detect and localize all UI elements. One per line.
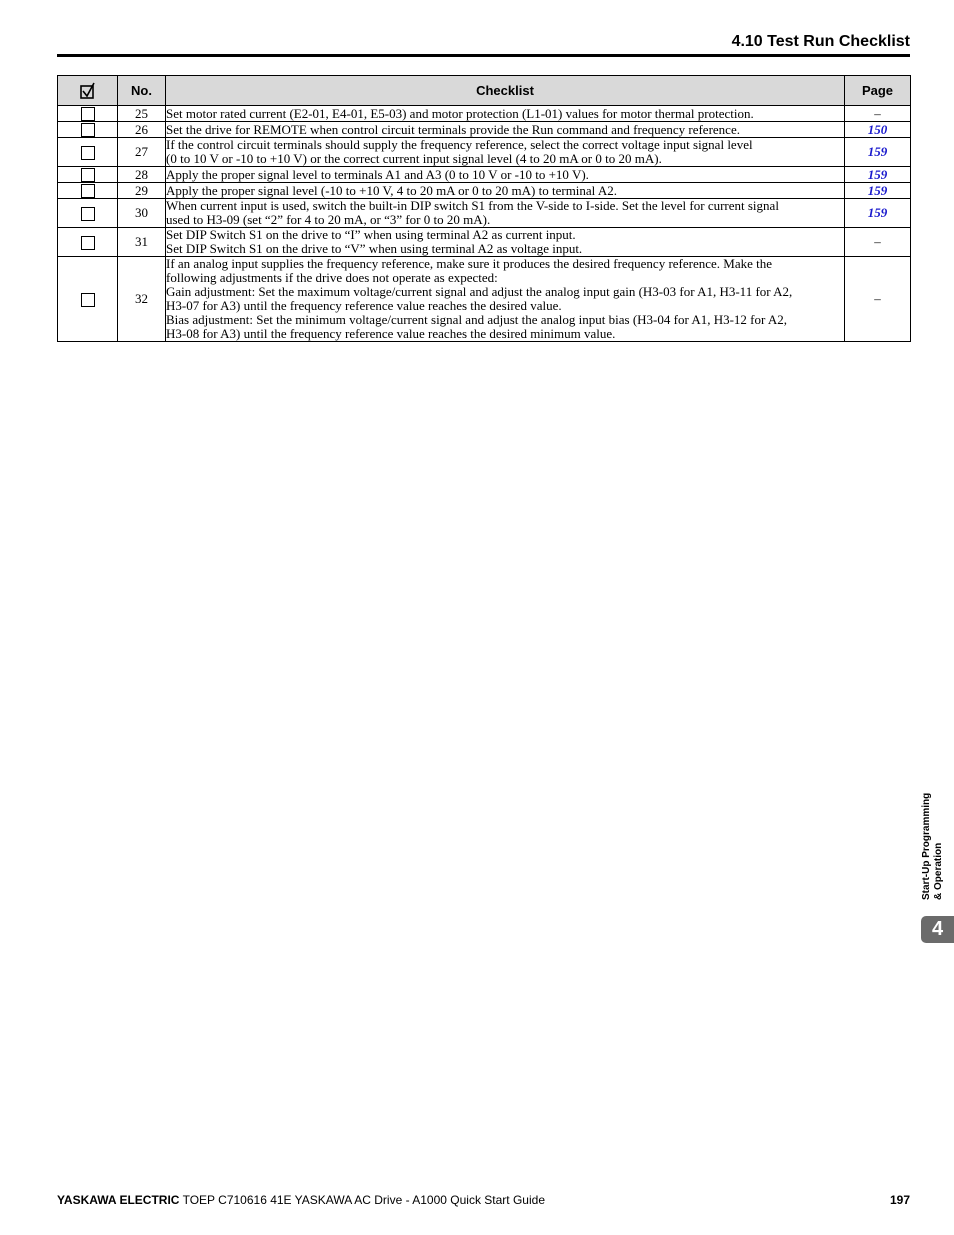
footer-brand: YASKAWA ELECTRIC <box>57 1193 180 1207</box>
checklist-text-line: Set the drive for REMOTE when control circuit terminals provide the Run command and frequency reference. <box>166 121 740 137</box>
checklist-text-line: Set motor rated current (E2-01, E4-01, E5-03) and motor protection (L1-01) values for motor thermal protection. <box>166 105 754 121</box>
page-cell <box>845 138 911 167</box>
checkbox-cell <box>58 183 118 199</box>
table-header-row <box>58 76 911 106</box>
checkbox-icon[interactable] <box>81 293 95 307</box>
chapter-side-label-line1: Start-Up Programming <box>921 792 932 900</box>
table-row <box>58 183 911 199</box>
row-number: 29 <box>118 183 166 199</box>
section-title: 4.10 Test Run Checklist <box>731 33 910 50</box>
page-column-header: Page <box>845 76 911 106</box>
table-row <box>58 228 911 257</box>
checklist-text-line: Apply the proper signal level to terminals A1 and A3 (0 to 10 V or -10 to +10 V). <box>166 166 589 182</box>
row-number: 27 <box>118 138 166 167</box>
checklist-text <box>166 167 845 183</box>
checkbox-icon[interactable] <box>81 207 95 221</box>
checkbox-icon[interactable] <box>81 236 95 250</box>
page-cell <box>845 106 911 122</box>
checklist-text-line: (0 to 10 V or -10 to +10 V) or the correct current input signal level (4 to 20 mA or 0 to 20 mA). <box>166 151 662 167</box>
checklist-text <box>166 122 845 138</box>
page-link[interactable]: 159 <box>867 182 888 198</box>
checkbox-cell <box>58 199 118 228</box>
page-link[interactable]: 159 <box>867 205 888 221</box>
checkbox-icon[interactable] <box>81 123 95 137</box>
checkbox-cell <box>58 228 118 257</box>
checklist-text <box>166 257 845 342</box>
footer-document-info <box>57 1193 545 1207</box>
test-run-checklist-table <box>57 75 911 342</box>
page-cell <box>845 257 911 342</box>
checklist-text-line: H3-07 for A3) until the frequency reference value reaches the desired value. <box>166 298 562 314</box>
checklist-text-line: used to H3-09 (set “2” for 4 to 20 mA, or “3” for 0 to 20 mA). <box>166 212 491 228</box>
checklist-text-line: Set DIP Switch S1 on the drive to “I” when using terminal A2 as current input. <box>166 227 576 243</box>
checklist-text <box>166 199 845 228</box>
row-number: 30 <box>118 199 166 228</box>
checklist-text-line: H3-08 for A3) until the frequency reference value reaches the desired minimum value. <box>166 326 616 342</box>
checkbox-cell <box>58 167 118 183</box>
page-link[interactable]: 150 <box>867 121 888 137</box>
checklist-text-line: When current input is used, switch the built-in DIP switch S1 from the V-side to I-side. Set the level for current signal <box>166 198 779 214</box>
checked-box-icon <box>79 82 97 100</box>
table-row <box>58 257 911 342</box>
checklist-text <box>166 138 845 167</box>
checklist-text-line: Gain adjustment: Set the maximum voltage/current signal and adjust the analog input gain (H3-03 for A1, H3-11 for A2, <box>166 284 793 300</box>
page-cell <box>845 122 911 138</box>
page-none: – <box>874 105 881 121</box>
table-row <box>58 138 911 167</box>
page-none: – <box>874 291 881 307</box>
page-cell <box>845 228 911 257</box>
check-column-header <box>58 76 118 106</box>
row-number: 28 <box>118 167 166 183</box>
checklist-text-line: following adjustments if the drive does not operate as expected: <box>166 270 498 286</box>
checkbox-icon[interactable] <box>81 184 95 198</box>
checklist-text <box>166 106 845 122</box>
row-number: 31 <box>118 228 166 257</box>
checkbox-icon[interactable] <box>81 146 95 160</box>
no-column-header: No. <box>118 76 166 106</box>
checklist-text-line: Apply the proper signal level (-10 to +10 V, 4 to 20 mA or 0 to 20 mA) to terminal A2. <box>166 182 617 198</box>
footer-page-number: 197 <box>889 1193 910 1207</box>
chapter-side-label-line2: & Operation <box>933 842 944 900</box>
row-number: 25 <box>118 106 166 122</box>
checklist-text <box>166 228 845 257</box>
row-number: 26 <box>118 122 166 138</box>
checkbox-cell <box>58 138 118 167</box>
table-row <box>58 167 911 183</box>
table-row <box>58 106 911 122</box>
table-row <box>58 199 911 228</box>
checklist-text <box>166 183 845 199</box>
checkbox-icon[interactable] <box>81 107 95 121</box>
checkbox-cell <box>58 257 118 342</box>
header-rule <box>57 54 910 57</box>
page-cell <box>845 183 911 199</box>
checkbox-icon[interactable] <box>81 168 95 182</box>
checkbox-cell <box>58 106 118 122</box>
table-row <box>58 122 911 138</box>
footer-doc-title: TOEP C710616 41E YASKAWA AC Drive - A1000 Quick Start Guide <box>179 1193 545 1207</box>
checklist-text-line: If an analog input supplies the frequency reference, make sure it produces the desired frequency reference. Make the <box>166 256 773 272</box>
page-none: – <box>874 234 881 250</box>
chapter-tab: 4 <box>921 916 954 943</box>
page-cell <box>845 167 911 183</box>
checkbox-cell <box>58 122 118 138</box>
page-link[interactable]: 159 <box>867 166 888 182</box>
checklist-text-line: Set DIP Switch S1 on the drive to “V” when using terminal A2 as voltage input. <box>166 241 583 257</box>
page-cell <box>845 199 911 228</box>
page-link[interactable]: 159 <box>867 144 888 160</box>
chapter-side-label <box>921 793 945 900</box>
checklist-text-line: Bias adjustment: Set the minimum voltage/current signal and adjust the analog input bias (H3-04 for A1, H3-12 for A2, <box>166 312 788 328</box>
checklist-text-line: If the control circuit terminals should supply the frequency reference, select the correct voltage input signal level <box>166 137 753 153</box>
checklist-column-header: Checklist <box>166 76 845 106</box>
row-number: 32 <box>118 257 166 342</box>
